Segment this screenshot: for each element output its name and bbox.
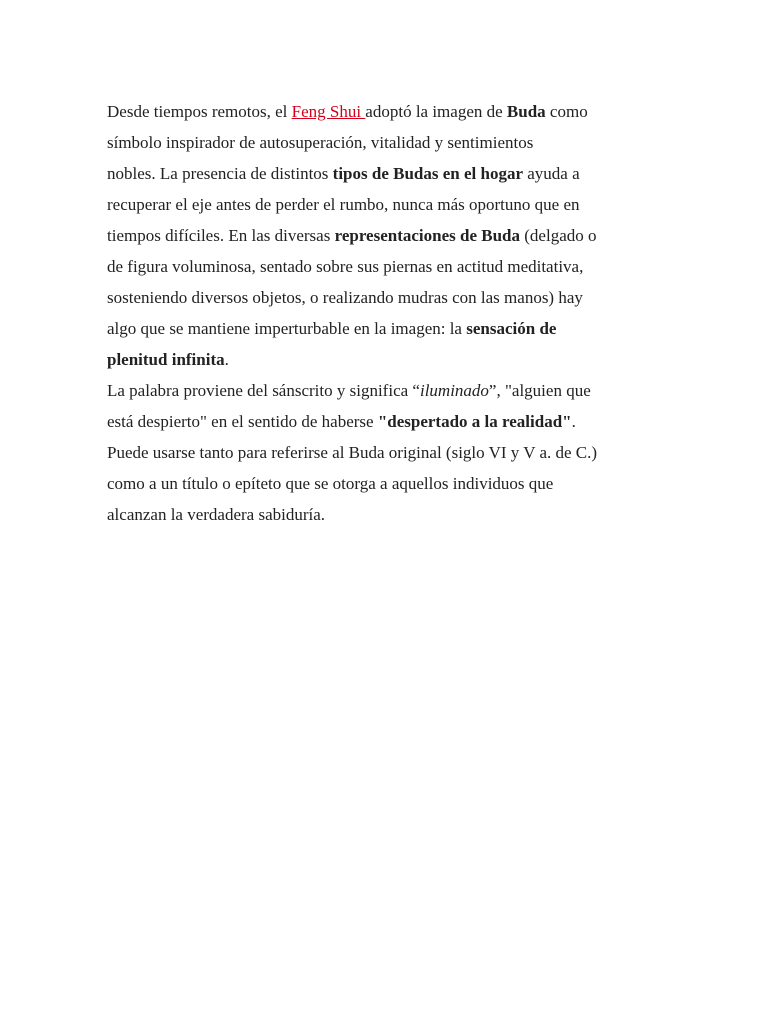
- p1-line-1: [107, 96, 667, 127]
- p1-line-2: símbolo inspirador de autosuperación, vitalidad y sentimientos: [107, 133, 534, 152]
- p2-line-5: alcanzan la verdadera sabiduría.: [107, 505, 326, 524]
- p1-l1-text-a: Desde tiempos remotos, el: [107, 102, 292, 121]
- p1-l8-text-a: algo que se mantiene imperturbable en la imagen: la: [107, 319, 467, 338]
- p2-l2-text-a: está despierto" en el sentido de haberse: [107, 412, 378, 431]
- p1-l1-text-b: adoptó la imagen de: [365, 102, 507, 121]
- p1-line-7: sosteniendo diversos objetos, o realizando mudras con las manos) hay: [107, 288, 583, 307]
- p1-l5-text-b: (delgado o: [520, 226, 597, 245]
- p1-line-9: [107, 344, 667, 375]
- p1-line-5: [107, 220, 667, 251]
- p1-line-4: recuperar el eje antes de perder el rumbo, nunca más oportuno que en: [107, 195, 580, 214]
- document-body: [107, 96, 667, 530]
- p2-l1-text-a: La palabra proviene del sánscrito y significa “: [107, 381, 420, 400]
- p2-line-4: como a un título o epíteto que se otorga a aquellos individuos que: [107, 474, 554, 493]
- plenitud-bold: plenitud infinita: [107, 350, 225, 369]
- p1-l5-text-a: tiempos difíciles. En las diversas: [107, 226, 335, 245]
- tipos-de-budas-bold: tipos de Budas en el hogar: [332, 164, 524, 183]
- p1-line-6: de figura voluminosa, sentado sobre sus piernas en actitud meditativa,: [107, 257, 584, 276]
- despertado-bold: "despertado a la realidad": [377, 412, 572, 431]
- p1-line-8: [107, 313, 667, 344]
- p1-l3-text-b: ayuda a: [523, 164, 580, 183]
- p2-line-2: [107, 406, 667, 437]
- p2-line-1: [107, 375, 667, 406]
- buda-bold: Buda: [506, 102, 546, 121]
- p2-l2-text-b: .: [571, 412, 576, 431]
- p1-l9-text-a: .: [224, 350, 229, 369]
- representaciones-bold: representaciones de Buda: [334, 226, 521, 245]
- p1-l1-text-c: como: [545, 102, 588, 121]
- p1-line-3: [107, 158, 667, 189]
- p1-l3-text-a: nobles. La presencia de distintos: [107, 164, 333, 183]
- sensacion-bold: sensación de: [466, 319, 557, 338]
- p2-line-3: Puede usarse tanto para referirse al Buda original (siglo VI y V a. de C.): [107, 443, 598, 462]
- p2-l1-text-b: ”, "alguien que: [488, 381, 591, 400]
- iluminado-italic: iluminado: [419, 381, 489, 400]
- feng-shui-link[interactable]: Feng Shui: [291, 102, 366, 121]
